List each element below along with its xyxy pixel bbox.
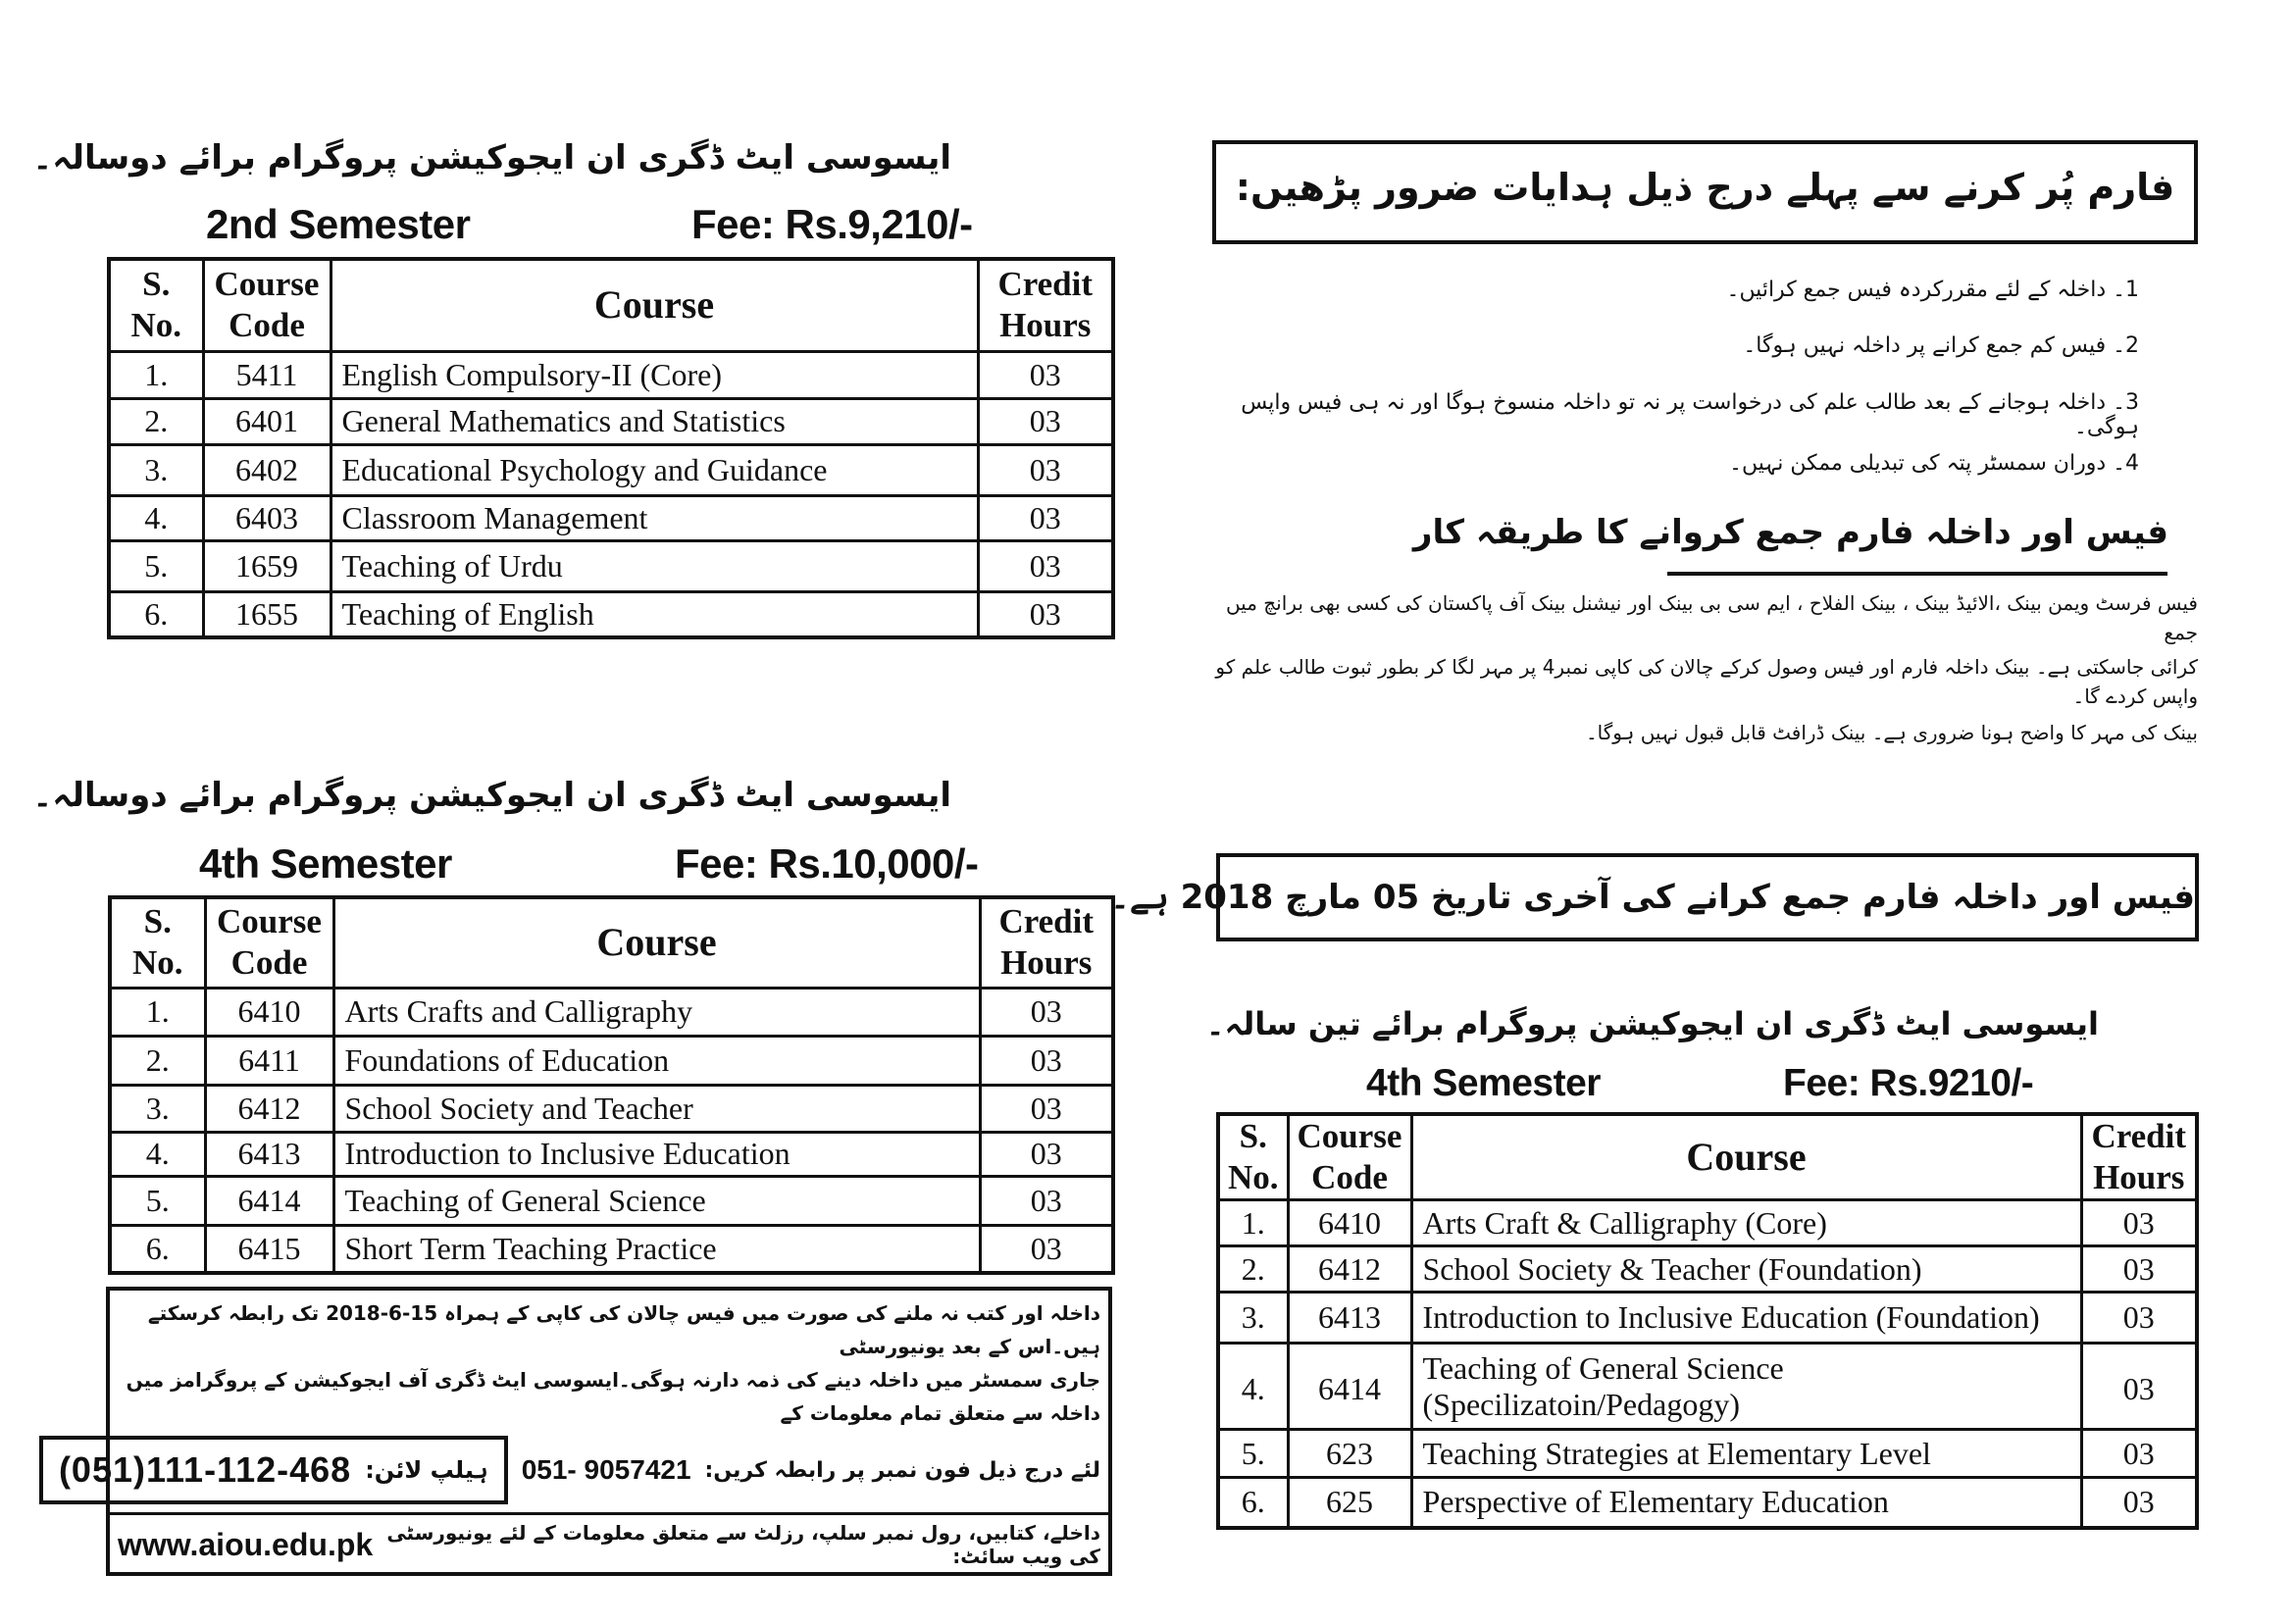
cell-course-code: 6415 xyxy=(205,1225,333,1273)
cell-credit-hours: 03 xyxy=(980,1036,1113,1085)
cell-credit-hours: 03 xyxy=(978,495,1113,540)
header-sno xyxy=(109,259,203,351)
course-table-4th-semester-three-year xyxy=(1216,1112,2199,1530)
helpline-label: ہیلپ لائن: xyxy=(365,1456,488,1484)
semester-label-4th-three-year: 4th Semester xyxy=(1366,1062,1601,1104)
cell-credit-hours: 03 xyxy=(978,591,1113,637)
table-row xyxy=(1218,1478,2197,1528)
table-row xyxy=(109,591,1113,637)
cell-course-code: 6414 xyxy=(205,1176,333,1225)
website-link[interactable]: www.aiou.edu.pk xyxy=(118,1526,374,1562)
table-row xyxy=(110,988,1113,1036)
cell-credit-hours: 03 xyxy=(2081,1246,2197,1293)
program-title-three-year: ایسوسی ایٹ ڈگری ان ایجوکیشن پروگرام برائے تین سالہ۔ xyxy=(1205,1005,2099,1042)
instructions-heading: فارم پُر کرنے سے پہلے درج ذیل ہدایات ضرور پڑھیں: xyxy=(1235,166,2175,209)
cell-sno: 5. xyxy=(1218,1430,1288,1478)
fee-procedure-heading: فیس اور داخلہ فارم جمع کروانے کا طریقہ کار xyxy=(1412,513,2168,552)
cell-course-name: Classroom Management xyxy=(331,495,978,540)
table-row xyxy=(109,444,1113,495)
cell-course-code: 6413 xyxy=(205,1132,333,1176)
course-table-4th-semester-two-year xyxy=(108,895,1115,1275)
cell-course-name: Arts Craft & Calligraphy (Core) xyxy=(1411,1200,2081,1246)
header-sno-line-2: No. xyxy=(1227,1158,1279,1196)
cell-sno: 5. xyxy=(109,540,203,591)
deadline-text: فیس اور داخلہ فارم جمع کرانے کی آخری تاریخ 05 مارچ 2018 ہے۔ xyxy=(1110,878,2195,917)
cell-course-code: 6410 xyxy=(205,988,333,1036)
header-course: Course xyxy=(1411,1114,2081,1200)
website-divider xyxy=(110,1512,1108,1515)
table-row xyxy=(1218,1293,2197,1344)
cell-course-name: School Society & Teacher (Foundation) xyxy=(1411,1246,2081,1293)
cell-course-code: 6410 xyxy=(1288,1200,1411,1246)
cell-credit-hours: 03 xyxy=(2081,1430,2197,1478)
fee-label-4th-three-year: Fee: Rs.9210/- xyxy=(1783,1062,2034,1104)
fee-label-2nd: Fee: Rs.9,210/- xyxy=(691,201,973,247)
cell-course-code: 1655 xyxy=(203,591,331,637)
website-label: داخلے، کتابیں، رول نمبر سلپ، رزلٹ سے متعلق معلومات کے لئے یونیورسٹی کی ویب سائٹ: xyxy=(386,1521,1100,1568)
cell-course-code: 5411 xyxy=(203,351,331,398)
cell-course-name: Teaching of English xyxy=(331,591,978,637)
cell-credit-hours: 03 xyxy=(2081,1200,2197,1246)
cell-credit-hours: 03 xyxy=(978,444,1113,495)
cell-sno: 1. xyxy=(1218,1200,1288,1246)
table-row xyxy=(109,495,1113,540)
header-credit-line-1: Credit xyxy=(998,902,1095,941)
cell-course-name: Introduction to Inclusive Education xyxy=(333,1132,980,1176)
header-code xyxy=(203,259,331,351)
header-code-line-1: Course xyxy=(1297,1117,1402,1155)
header-credit xyxy=(980,897,1113,988)
cell-course-name: Perspective of Elementary Education xyxy=(1411,1478,2081,1528)
cell-course-name: School Society and Teacher xyxy=(333,1085,980,1132)
cell-course-name: Teaching of Urdu xyxy=(331,540,978,591)
cell-credit-hours: 03 xyxy=(980,988,1113,1036)
cell-course-name: General Mathematics and Statistics xyxy=(331,398,978,444)
cell-sno: 4. xyxy=(109,495,203,540)
cell-credit-hours: 03 xyxy=(2081,1344,2197,1430)
contact-phone-row xyxy=(58,1436,1108,1504)
semester-label-2nd: 2nd Semester xyxy=(206,201,471,247)
program-title-two-year-4th: ایسوسی ایٹ ڈگری ان ایجوکیشن پروگرام برائے دوسالہ۔ xyxy=(32,776,951,815)
cell-sno: 6. xyxy=(1218,1478,1288,1528)
cell-sno: 2. xyxy=(1218,1246,1288,1293)
header-course: Course xyxy=(333,897,980,988)
cell-credit-hours: 03 xyxy=(978,540,1113,591)
header-sno xyxy=(110,897,205,988)
header-code-line-2: Code xyxy=(230,943,308,983)
header-credit-line-2: Hours xyxy=(2093,1158,2185,1196)
cell-course-code: 6402 xyxy=(203,444,331,495)
cell-course-name: English Compulsory-II (Core) xyxy=(331,351,978,398)
cell-course-code: 6403 xyxy=(203,495,331,540)
course-name-line-2: (Specilizatoin/Pedagogy) xyxy=(1422,1386,1740,1422)
cell-sno: 3. xyxy=(1218,1293,1288,1344)
table-row xyxy=(110,1132,1113,1176)
header-code-line-2: Code xyxy=(229,306,305,345)
course-table-2nd-semester xyxy=(107,257,1115,639)
table-row xyxy=(110,1225,1113,1273)
header-sno-line-1: S. xyxy=(143,902,172,941)
cell-sno: 4. xyxy=(1218,1344,1288,1430)
fee-procedure-line-2: کرائی جاسکتی ہے۔ بینک داخلہ فارم اور فیس وصول کرکے چالان کی کاپی نمبر4 پر مہر لگا کر بطور ثبوت طالب علم کو واپس کردے گا۔ xyxy=(1215,655,2198,708)
instruction-item-4: 4۔ دوران سمسٹر پتہ کی تبدیلی ممکن نہیں۔ xyxy=(1729,451,2139,476)
cell-course-name: Short Term Teaching Practice xyxy=(333,1225,980,1273)
cell-sno: 1. xyxy=(109,351,203,398)
cell-credit-hours: 03 xyxy=(978,351,1113,398)
table-header-row xyxy=(110,897,1113,988)
cell-sno: 5. xyxy=(110,1176,205,1225)
fee-label-4th: Fee: Rs.10,000/- xyxy=(675,840,979,887)
header-sno-line-1: S. xyxy=(142,265,171,304)
cell-sno: 2. xyxy=(109,398,203,444)
cell-sno: 6. xyxy=(109,591,203,637)
helpline-box xyxy=(39,1436,508,1504)
cell-course-name: Teaching of General Science xyxy=(333,1176,980,1225)
cell-sno: 1. xyxy=(110,988,205,1036)
cell-sno: 6. xyxy=(110,1225,205,1273)
table-row xyxy=(109,398,1113,444)
header-credit-line-1: Credit xyxy=(997,265,1094,304)
fee-procedure-line-1: فیس فرسٹ ویمن بینک ،الائیڈ بینک ، بینک الفلاح ، ایم سی بی بینک اور نیشنل بینک آف پاکستان کی کسی بھی برانچ میں جمع xyxy=(1225,591,2198,644)
cell-course-code: 6412 xyxy=(1288,1246,1411,1293)
table-header-row xyxy=(109,259,1113,351)
cell-course-code: 6401 xyxy=(203,398,331,444)
cell-sno: 3. xyxy=(109,444,203,495)
cell-credit-hours: 03 xyxy=(2081,1293,2197,1344)
cell-credit-hours: 03 xyxy=(980,1176,1113,1225)
header-sno xyxy=(1218,1114,1288,1200)
table-header-row xyxy=(1218,1114,2197,1200)
cell-credit-hours: 03 xyxy=(980,1132,1113,1176)
table-row xyxy=(1218,1246,2197,1293)
header-sno-line-1: S. xyxy=(1239,1117,1267,1155)
header-code xyxy=(205,897,333,988)
table-row xyxy=(110,1176,1113,1225)
contact-line-1: داخلہ اور کتب نہ ملنے کی صورت میں فیس چالان کی کاپی کے ہمراہ 15-6-2018 تک رابطہ کرسکتے ہیں۔اس کے بعد یونیورسٹی xyxy=(147,1301,1100,1358)
cell-course-code: 6413 xyxy=(1288,1293,1411,1344)
cell-sno: 4. xyxy=(110,1132,205,1176)
cell-course-name: Arts Crafts and Calligraphy xyxy=(333,988,980,1036)
cell-course-code: 623 xyxy=(1288,1430,1411,1478)
cell-course-code: 6412 xyxy=(205,1085,333,1132)
cell-credit-hours: 03 xyxy=(2081,1478,2197,1528)
table-row xyxy=(1218,1344,2197,1430)
header-course: Course xyxy=(331,259,978,351)
cell-course-name: Foundations of Education xyxy=(333,1036,980,1085)
instruction-item-1: 1۔ داخلہ کے لئے مقررکردہ فیس جمع کرائیں۔ xyxy=(1726,278,2139,302)
contact-box xyxy=(58,1287,1112,1576)
table-row xyxy=(110,1036,1113,1085)
cell-credit-hours: 03 xyxy=(980,1225,1113,1273)
fee-procedure-line-3: بینک کی مہر کا واضح ہونا ضروری ہے۔ بینک ڈرافٹ قابل قبول نہیں ہوگا۔ xyxy=(1585,721,2198,744)
cell-sno: 3. xyxy=(110,1085,205,1132)
instructions-heading-box xyxy=(1212,140,2198,244)
table-row xyxy=(1218,1430,2197,1478)
header-sno-line-2: No. xyxy=(131,943,183,983)
table-row xyxy=(110,1085,1113,1132)
deadline-box xyxy=(1110,853,2199,941)
helpline-number[interactable]: (051)111-112-468 xyxy=(58,1449,352,1490)
contact-line-2: جاری سمسٹر میں داخلہ دینے کی ذمہ دارنہ ہوگی۔ایسوسی ایٹ ڈگری آف ایجوکیشن کے پروگرامز میں داخلہ سے متعلق تمام معلومات کے xyxy=(126,1368,1100,1425)
cell-course-code: 6414 xyxy=(1288,1344,1411,1430)
header-sno-line-2: No. xyxy=(130,306,182,345)
contact-line-3-label: لئے درج ذیل فون نمبر پر رابطہ کریں: xyxy=(704,1457,1100,1483)
semester-label-4th: 4th Semester xyxy=(199,840,452,887)
course-name-line-1: Teaching of General Science xyxy=(1422,1349,1784,1386)
header-code xyxy=(1288,1114,1411,1200)
contact-phone: 051- 9057421 xyxy=(521,1454,691,1485)
program-title-two-year-2nd: ایسوسی ایٹ ڈگری ان ایجوکیشن پروگرام برائے دوسالہ۔ xyxy=(32,138,951,178)
table-row xyxy=(1218,1200,2197,1246)
cell-course-name: Introduction to Inclusive Education (Foundation) xyxy=(1411,1293,2081,1344)
cell-course-code: 1659 xyxy=(203,540,331,591)
header-credit xyxy=(978,259,1113,351)
cell-credit-hours: 03 xyxy=(978,398,1113,444)
instruction-item-2: 2۔ فیس کم جمع کرانے پر داخلہ نہیں ہوگا۔ xyxy=(1743,333,2139,358)
header-credit-line-2: Hours xyxy=(1000,943,1093,983)
cell-credit-hours: 03 xyxy=(980,1085,1113,1132)
header-credit-line-1: Credit xyxy=(2091,1117,2187,1155)
cell-course-name: Educational Psychology and Guidance xyxy=(331,444,978,495)
fee-procedure-underline xyxy=(1667,572,2167,576)
header-credit-line-2: Hours xyxy=(999,306,1092,345)
instruction-item-3: 3۔ داخلہ ہوجانے کے بعد طالب علم کی درخواست پر نہ تو داخلہ منسوخ ہوگا اور نہ ہی فیس واپس ہوگی۔ xyxy=(1241,390,2139,439)
cell-course-name: Teaching Strategies at Elementary Level xyxy=(1411,1430,2081,1478)
cell-course-name xyxy=(1411,1344,2081,1430)
cell-sno: 2. xyxy=(110,1036,205,1085)
header-credit xyxy=(2081,1114,2197,1200)
website-row xyxy=(110,1521,1108,1568)
header-code-line-1: Course xyxy=(214,265,320,304)
table-row xyxy=(109,540,1113,591)
cell-course-code: 625 xyxy=(1288,1478,1411,1528)
cell-course-code: 6411 xyxy=(205,1036,333,1085)
header-code-line-2: Code xyxy=(1311,1158,1388,1196)
table-row xyxy=(109,351,1113,398)
header-code-line-1: Course xyxy=(217,902,322,941)
